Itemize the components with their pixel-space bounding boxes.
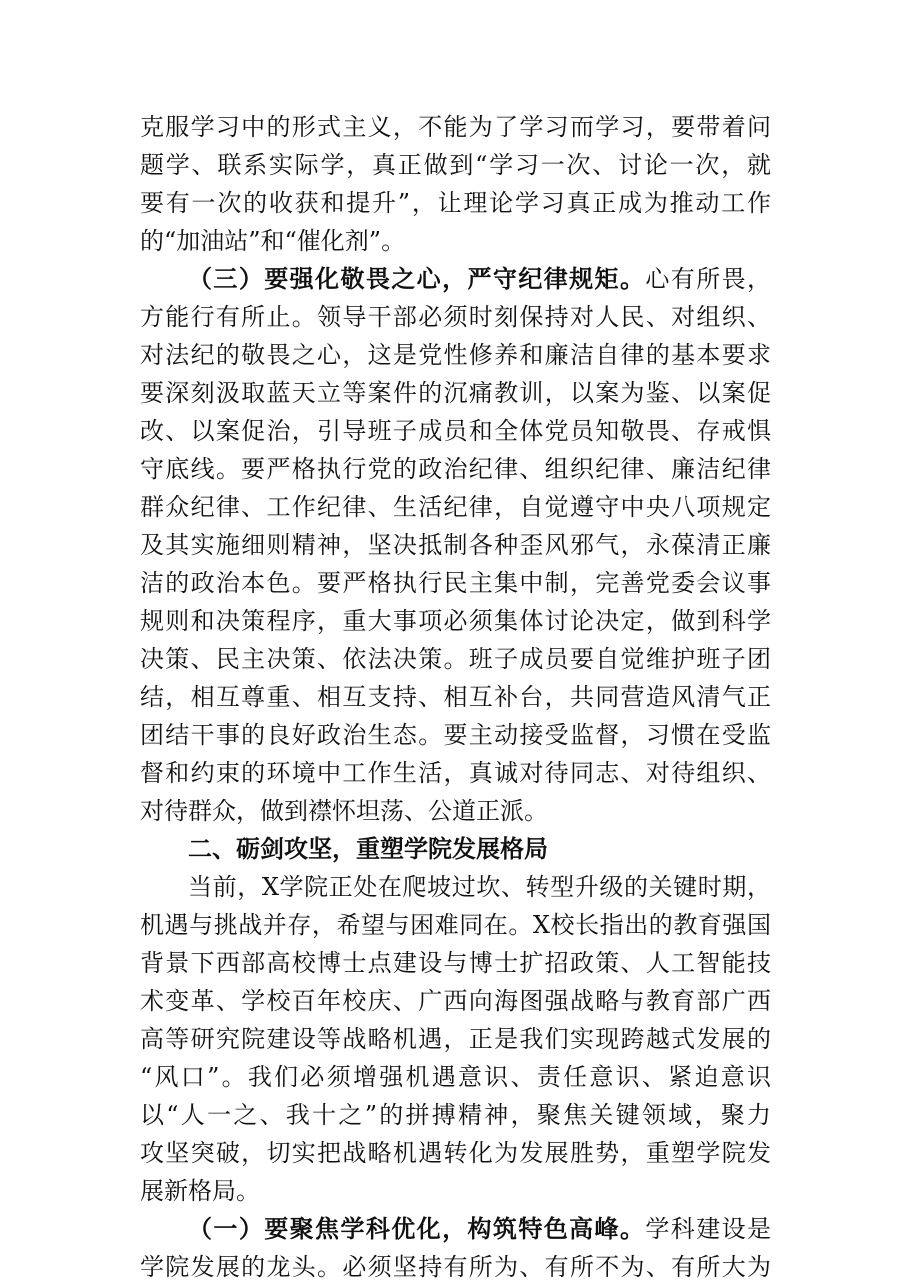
body-text-line: 机遇与挑战并存，希望与困难同在。X校长指出的教育强国 <box>140 911 771 939</box>
section-heading: 二、砺剑攻坚，重塑学院发展格局 <box>188 835 548 863</box>
body-text-line: “风口”。我们必须增强机遇意识、责任意识、紧迫意识 <box>140 1063 771 1091</box>
body-text-line: 洁的政治本色。要严格执行民主集中制，完善党委会议事 <box>140 569 771 597</box>
subheading-lead: （一）要聚焦学科优化，构筑特色高峰。 <box>188 1215 646 1243</box>
body-text-line: 攻坚突破，切实把战略机遇转化为发展胜势，重塑学院发 <box>140 1139 771 1167</box>
body-text-line: 规则和决策程序，重大事项必须集体讨论决定，做到科学 <box>140 607 771 635</box>
body-text-line: 当前，X学院正处在爬坡过坎、转型升级的关键时期， <box>188 873 771 901</box>
body-text-line: 改、以案促治，引导班子成员和全体党员知敬畏、存戒惧 <box>140 417 771 445</box>
body-text-span: 心有所畏， <box>645 265 771 293</box>
body-text-line: 群众纪律、工作纪律、生活纪律，自觉遵守中央八项规定 <box>140 493 771 521</box>
body-text-line: 对法纪的敬畏之心，这是党性修养和廉洁自律的基本要求 <box>140 341 771 369</box>
body-text-line: 的“加油站”和“催化剂”。 <box>140 227 406 255</box>
subheading-paragraph-line <box>188 259 771 299</box>
body-text-line: 学院发展的龙头。必须坚持有所为、有所不为、有所大为 <box>140 1253 771 1281</box>
body-text-line: 克服学习中的形式主义，不能为了学习而学习，要带着问 <box>140 113 771 141</box>
body-text-line: 守底线。要严格执行党的政治纪律、组织纪律、廉洁纪律 <box>140 455 771 483</box>
body-text-line: 高等研究院建设等战略机遇，正是我们实现跨越式发展的 <box>140 1025 771 1053</box>
body-text-line: 方能行有所止。领导干部必须时刻保持对人民、对组织、 <box>140 303 771 331</box>
body-text-line: 要深刻汲取蓝天立等案件的沉痛教训，以案为鉴、以案促 <box>140 379 771 407</box>
body-text-line: 术变革、学校百年校庆、广西向海图强战略与教育部广西 <box>140 987 771 1015</box>
body-text-line: 要有一次的收获和提升”，让理论学习真正成为推动工作 <box>140 189 771 217</box>
subheading-paragraph-line <box>188 1209 771 1249</box>
body-text-line: 背景下西部高校博士点建设与博士扩招政策、人工智能技 <box>140 949 771 977</box>
body-text-span: 学科建设是 <box>645 1215 771 1243</box>
body-text-line: 及其实施细则精神，坚决抵制各种歪风邪气，永葆清正廉 <box>140 531 771 559</box>
subheading-lead: （三）要强化敬畏之心，严守纪律规矩。 <box>188 265 646 293</box>
body-text-line: 展新格局。 <box>140 1177 260 1205</box>
body-text-line: 决策、民主决策、依法决策。班子成员要自觉维护班子团 <box>140 645 771 673</box>
body-text-line: 结，相互尊重、相互支持、相互补台，共同营造风清气正 <box>140 683 771 711</box>
body-text-line: 团结干事的良好政治生态。要主动接受监督，习惯在受监 <box>140 721 771 749</box>
body-text-line: 题学、联系实际学，真正做到“学习一次、讨论一次，就 <box>140 151 771 179</box>
body-text-line: 督和约束的环境中工作生活，真诚对待同志、对待组织、 <box>140 759 771 787</box>
body-text-line: 对待群众，做到襟怀坦荡、公道正派。 <box>140 797 548 825</box>
body-text-line: 以“人一之、我十之”的拼搏精神，聚焦关键领域，聚力 <box>140 1101 771 1129</box>
